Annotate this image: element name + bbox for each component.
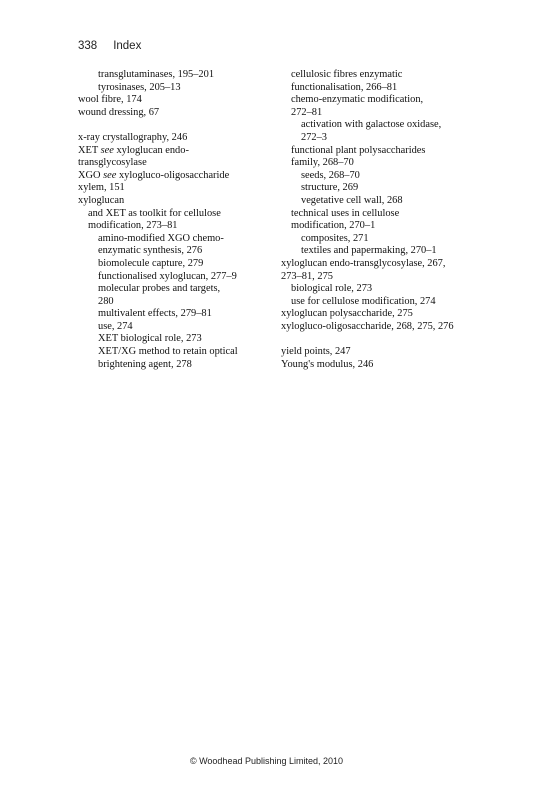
index-entry-continuation: brightening agent, 278 xyxy=(98,358,192,370)
index-entry xyxy=(291,283,481,296)
index-entry-continuation: 272–3 xyxy=(301,131,327,143)
index-entry xyxy=(281,346,481,359)
index-entry xyxy=(98,333,278,346)
index-entry-text: vegetative cell wall, 268 xyxy=(301,194,403,206)
index-entry-text: cellulosic fibres enzymatic xyxy=(291,69,403,80)
index-entry xyxy=(301,170,481,183)
index-entry-text: multivalent effects, 279–81 xyxy=(98,308,212,320)
index-entry xyxy=(301,119,481,144)
copyright-footer: © Woodhead Publishing Limited, 2010 xyxy=(189,756,344,766)
index-entry xyxy=(281,258,481,283)
index-entry-text: xylogluco-oligosaccharide, 268, 275, 276 xyxy=(281,320,454,332)
index-entry xyxy=(78,107,278,120)
section-title: Index xyxy=(113,40,142,52)
index-entry xyxy=(281,359,481,372)
index-entry-text: transglutaminases, 195–201 xyxy=(98,69,215,80)
index-entry xyxy=(301,182,481,195)
index-entry xyxy=(291,94,481,119)
index-entry-continuation: family, 268–70 xyxy=(291,157,354,169)
index-entry xyxy=(98,346,278,371)
index-entry xyxy=(281,321,481,334)
index-entry-text: biomolecule capture, 279 xyxy=(98,257,204,269)
index-entry xyxy=(78,145,278,170)
index-entry-text: tyrosinases, 205–13 xyxy=(98,81,181,93)
index-entry-text: and XET as toolkit for cellulose xyxy=(88,207,221,219)
index-entry xyxy=(98,283,278,308)
index-entry-text: use, 274 xyxy=(98,320,133,332)
index-column-right xyxy=(281,69,481,371)
index-entry-text: biological role, 273 xyxy=(291,283,373,295)
index-entry-text: composites, 271 xyxy=(301,232,369,244)
index-entry xyxy=(281,308,481,321)
index-entry-text: wool fibre, 174 xyxy=(78,94,142,106)
index-entry xyxy=(78,195,278,208)
index-entry-text: XET biological role, 273 xyxy=(98,333,202,345)
index-entry-text xyxy=(78,169,278,183)
index-entry xyxy=(98,308,278,321)
index-entry-continuation: enzymatic synthesis, 276 xyxy=(98,245,203,257)
index-entry-text: Young's modulus, 246 xyxy=(281,358,374,370)
index-entry xyxy=(98,82,278,95)
index-entry-text: structure, 269 xyxy=(301,182,359,194)
index-entry xyxy=(98,258,278,271)
index-entry-text: xyloglucan endo-transglycosylase, 267, xyxy=(281,257,446,269)
index-entry-text: seeds, 268–70 xyxy=(301,169,360,181)
running-head xyxy=(78,40,141,52)
see-reference: see xyxy=(100,144,114,156)
index-entry-text: xylem, 151 xyxy=(78,182,125,194)
index-entry xyxy=(78,132,278,145)
page-number: 338 xyxy=(78,40,98,52)
index-entry xyxy=(301,195,481,208)
index-entry xyxy=(78,94,278,107)
index-entry-text: use for cellulose modification, 274 xyxy=(291,295,436,307)
index-entry xyxy=(88,208,278,233)
index-entry-text: functional plant polysaccharides xyxy=(291,144,426,156)
index-entry-text: yield points, 247 xyxy=(281,346,351,358)
see-target: xyloglucan endo- xyxy=(113,144,189,156)
index-entry xyxy=(98,233,278,258)
index-term: XGO xyxy=(78,169,104,181)
index-entry xyxy=(98,321,278,334)
index-entry-continuation: 273–81, 275 xyxy=(281,270,333,282)
index-entry xyxy=(291,145,481,170)
index-entry xyxy=(291,208,481,233)
index-entry xyxy=(98,271,278,284)
index-entry-text: activation with galactose oxidase, xyxy=(301,119,442,131)
see-target: xylogluco-oligosaccharide xyxy=(116,169,230,181)
index-entry-text: wound dressing, 67 xyxy=(78,106,160,118)
index-entry xyxy=(78,170,278,183)
index-entry-text: xyloglucan polysaccharide, 275 xyxy=(281,308,413,320)
index-entry xyxy=(301,233,481,246)
index-entry-text: amino-modified XGO chemo- xyxy=(98,232,224,244)
index-entry-continuation: functionalisation, 266–81 xyxy=(291,81,398,93)
index-entry-continuation: modification, 270–1 xyxy=(291,220,376,232)
index-entry xyxy=(98,69,278,82)
index-entry-text: xyloglucan xyxy=(78,194,125,206)
index-entry-text: textiles and papermaking, 270–1 xyxy=(301,245,437,257)
see-reference: see xyxy=(103,169,117,181)
index-entry xyxy=(291,296,481,309)
index-entry-continuation: transglycosylase xyxy=(78,157,147,169)
index-column-left xyxy=(78,69,278,371)
index-entry-text: XET/XG method to retain optical xyxy=(98,346,238,358)
index-term: XET xyxy=(78,144,101,156)
index-entry xyxy=(291,69,481,94)
index-entry-text: functionalised xyloglucan, 277–9 xyxy=(98,270,237,282)
index-entry-text: technical uses in cellulose xyxy=(291,207,400,219)
index-entry-continuation: 280 xyxy=(98,295,114,307)
index-entry-continuation: modification, 273–81 xyxy=(88,220,178,232)
index-entry-text: molecular probes and targets, xyxy=(98,283,221,295)
index-entry-continuation: 272–81 xyxy=(291,106,323,118)
index-entry-text: x-ray crystallography, 246 xyxy=(78,131,188,143)
index-entry xyxy=(301,245,481,258)
index-entry-text: chemo-enzymatic modification, xyxy=(291,94,424,106)
index-entry-text xyxy=(78,144,278,158)
index-entry xyxy=(78,182,278,195)
